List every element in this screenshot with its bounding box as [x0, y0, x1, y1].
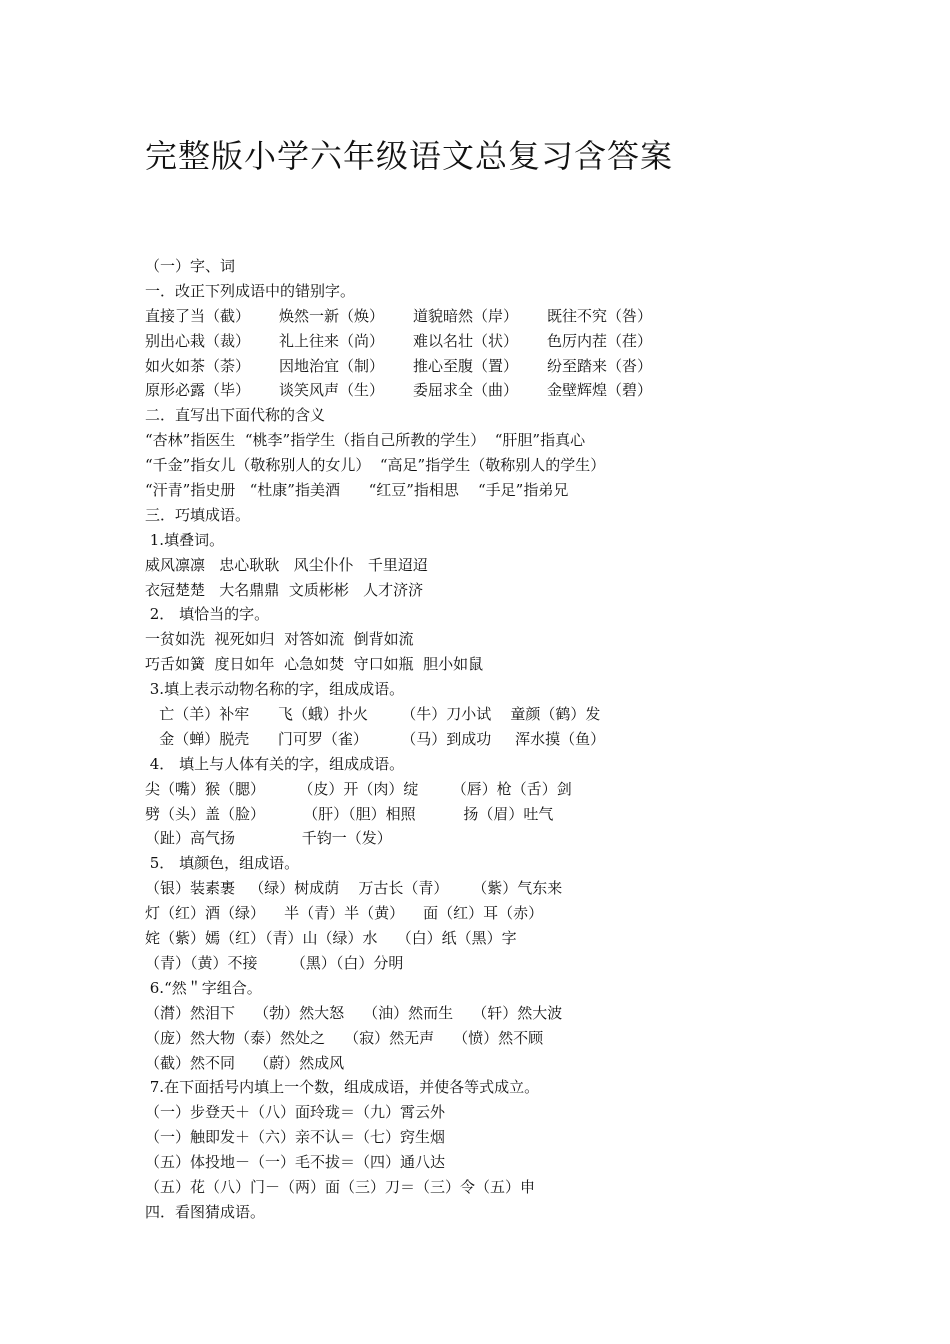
- answer-line: （庞）然大物（泰）然处之 （寂）然无声 （愤）然不顾: [145, 1028, 544, 1047]
- part1-row: [145, 354, 845, 379]
- answer-line: 巧舌如簧 度日如年 心急如焚 守口如瓶 胆小如鼠: [145, 655, 484, 674]
- answer-line: 灯（红）酒（绿） 半（青）半（黄） 面（红）耳（赤）: [145, 904, 544, 923]
- idiom-cell: 道貌暗然（岸）: [413, 306, 519, 325]
- idiom-cell: 焕然一新（焕）: [279, 306, 385, 325]
- part2-line: “千金”指女儿（敬称别人的女儿） “高足”指学生（敬称别人的学生）: [145, 456, 606, 475]
- subsection-heading: 1.填叠词。: [145, 530, 225, 549]
- answer-line: （五）花（八）门－（两）面（三）刀＝（三）令（五）申: [145, 1177, 536, 1196]
- part3-heading: 三．巧填成语。: [145, 505, 251, 524]
- answer-line: 金（蝉）脱壳 门可罗（雀） （马）到成功 浑水摸（鱼）: [145, 729, 606, 748]
- part1-row: [145, 378, 845, 403]
- answer-line: 尖（嘴）猴（腮） （皮）开（肉）绽 （唇）枪（舌）剑: [145, 779, 572, 798]
- idiom-cell: 推心至腹（置）: [413, 356, 519, 375]
- part2-line: “汗青”指史册 “杜康”指美酒 “红豆”指相思 “手足”指弟兄: [145, 481, 569, 500]
- section-heading: （一）字、词: [145, 257, 236, 275]
- part1-row: [145, 304, 845, 329]
- idiom-cell: 谈笑风声（生）: [279, 381, 385, 400]
- idiom-cell: 纷至踏来（沓）: [547, 356, 653, 375]
- idiom-cell: 金壁辉煌（碧）: [547, 381, 653, 400]
- idiom-cell: 难以名壮（状）: [413, 331, 519, 350]
- answer-line: 威风凛凛 忠心耿耿 风尘仆仆 千里迢迢: [145, 555, 428, 574]
- answer-line: （银）装素裹 （绿）树成荫 万古长（青） （紫）气东来: [145, 879, 563, 898]
- answer-line: 姹（紫）嫣（红）（青）山（绿）水 （白）纸（黑）字: [145, 929, 517, 948]
- answer-line: （一）步登天＋（八）面玲珑＝（九）霄云外: [145, 1103, 446, 1122]
- answer-line: 一贫如洗 视死如归 对答如流 倒背如流: [145, 630, 414, 649]
- answer-line: （潸）然泪下 （勃）然大怒 （油）然而生 （轩）然大波: [145, 1003, 563, 1022]
- idiom-cell: 因地治宜（制）: [279, 356, 385, 375]
- answer-line: （截）然不同 （蔚）然成风: [145, 1053, 345, 1072]
- subsection-heading: 6.“然＂字组合。: [145, 978, 262, 997]
- idiom-cell: 如火如茶（荼）: [145, 356, 251, 375]
- idiom-cell: 别出心栽（裁）: [145, 331, 251, 350]
- part2-heading: 二．直写出下面代称的含义: [145, 406, 326, 425]
- answer-line: 亡（羊）补牢 飞（蛾）扑火 （牛）刀小试 童颜（鹤）发: [145, 705, 601, 724]
- idiom-cell: 色厉内茬（荏）: [547, 331, 653, 350]
- subsection-heading: 2． 填恰当的字。: [145, 605, 270, 624]
- subsection-heading: 7.在下面括号内填上一个数，组成成语，并使各等式成立。: [145, 1078, 540, 1097]
- answer-line: （青）（黄）不接 （黑）（白）分明: [145, 953, 404, 972]
- answer-line: 衣冠楚楚 大名鼎鼎 文质彬彬 人才济济: [145, 580, 424, 599]
- subsection-heading: 4． 填上与人体有关的字，组成成语。: [145, 754, 405, 773]
- idiom-cell: 原形必露（毕）: [145, 381, 251, 400]
- part4-heading: 四．看图猜成语。: [145, 1202, 266, 1221]
- document-body: [145, 254, 845, 1225]
- subsection-heading: 3.填上表示动物名称的字，组成成语。: [145, 680, 405, 699]
- answer-line: （五）体投地－（一）毛不拔＝（四）通八达: [145, 1153, 446, 1172]
- idiom-cell: 直接了当（截）: [145, 306, 251, 325]
- idiom-cell: 既往不究（咎）: [547, 306, 653, 325]
- idiom-cell: 委屈求全（曲）: [413, 381, 519, 400]
- part1-row: [145, 329, 845, 354]
- part2-line: “杏林”指医生 “桃李”指学生（指自己所教的学生） “肝胆”指真心: [145, 431, 586, 450]
- answer-line: （一）触即发＋（六）亲不认＝（七）窍生烟: [145, 1128, 446, 1147]
- answer-line: 劈（头）盖（脸） （肝）（胆）相照 扬（眉）吐气: [145, 804, 554, 823]
- answer-line: （趾）高气扬 千钧一（发）: [145, 829, 392, 848]
- idiom-cell: 礼上往来（尚）: [279, 331, 385, 350]
- subsection-heading: 5． 填颜色，组成语。: [145, 854, 300, 873]
- part1-heading: 一．改正下列成语中的错别字。: [145, 281, 356, 300]
- document-title: 完整版小学六年级语文总复习含答案: [145, 137, 674, 175]
